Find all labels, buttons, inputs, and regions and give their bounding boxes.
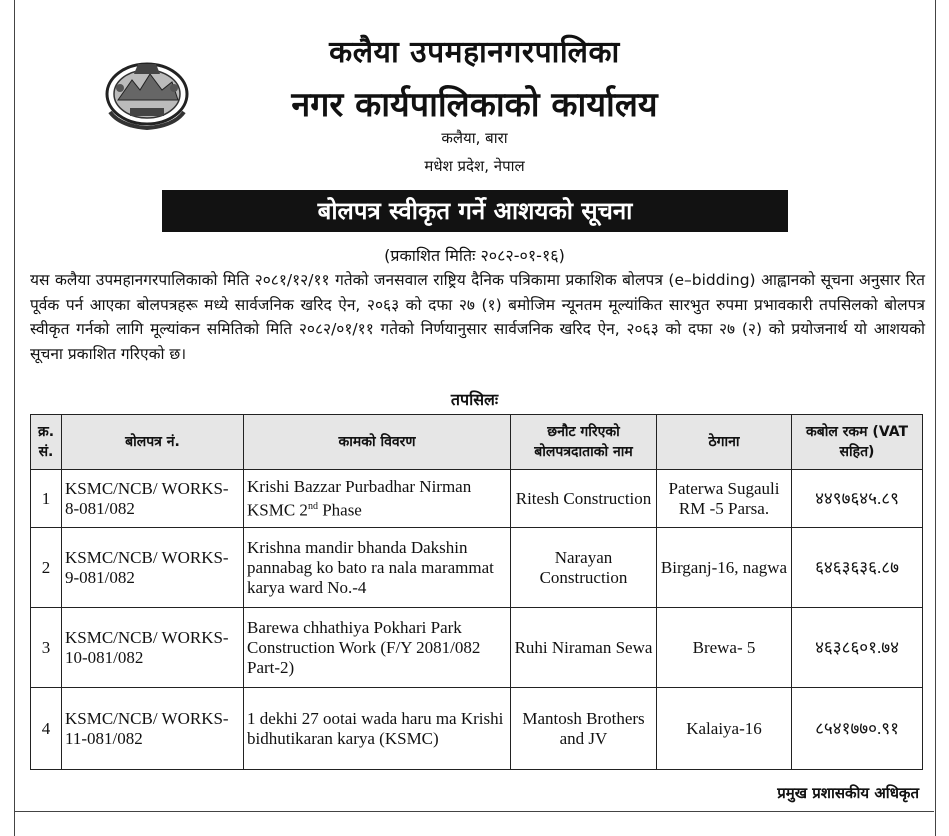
address-line-2: मधेश प्रदेश, नेपाल <box>424 157 525 175</box>
row-bid-no: KSMC/NCB/ WORKS-8-081/082 <box>62 470 244 528</box>
row-bid-no: KSMC/NCB/ WORKS-9-081/082 <box>62 528 244 608</box>
row-description: 1 dekhi 27 ootai wada haru ma Krishi bidhutikaran karya (KSMC) <box>244 688 511 770</box>
table-row <box>31 688 923 770</box>
row-amount: ६४६३६३६.८७ <box>792 528 923 608</box>
bid-table <box>30 414 923 770</box>
row-address: Birganj-16, nagwa <box>657 528 792 608</box>
row-description-sup: nd <box>307 500 318 512</box>
row-bidder: Ruhi Niraman Sewa <box>511 608 657 688</box>
row-description: Krishna mandir bhanda Dakshin pannabag ko bato ra nala marammat karya ward No.-4 <box>244 528 511 608</box>
header-bid-no: बोलपत्र नं. <box>62 415 244 470</box>
bottom-rule <box>14 811 934 812</box>
row-bidder: Narayan Construction <box>511 528 657 608</box>
header-amount: कबोल रकम (VAT सहित) <box>792 415 923 470</box>
header-description: कामको विवरण <box>244 415 511 470</box>
header-sn: क्र. सं. <box>31 415 62 470</box>
row-amount: ४६३८६०१.७४ <box>792 608 923 688</box>
table-header-row <box>31 415 923 470</box>
row-address: Paterwa Sugauli RM -5 Parsa. <box>657 470 792 528</box>
row-bidder: Mantosh Brothers and JV <box>511 688 657 770</box>
signature-title: प्रमुख प्रशासकीय अधिकृत <box>777 784 919 802</box>
row-address: Kalaiya-16 <box>657 688 792 770</box>
row-amount: ८५४१७७०.९१ <box>792 688 923 770</box>
header-address: ठेगाना <box>657 415 792 470</box>
row-bid-no: KSMC/NCB/ WORKS-10-081/082 <box>62 608 244 688</box>
row-description <box>244 470 511 528</box>
table-row <box>31 470 923 528</box>
details-heading: तपसिलः <box>450 390 499 409</box>
notice-title: बोलपत्र स्वीकृत गर्ने आशयको सूचना <box>162 190 788 232</box>
row-sn: 3 <box>31 608 62 688</box>
row-bid-no: KSMC/NCB/ WORKS-11-081/082 <box>62 688 244 770</box>
notice-body: यस कलैया उपमहानगरपालिकाको मिति २०८१/१२/११ गतेको जनसवाल राष्ट्रिय दैनिक पत्रिकामा प्रकाशिक बोलपत्र (e–bidding) आह्वानको सूचना अनुसार रित पूर्वक पर्न आएका बोलपत्रहरू मध्ये सार्वजनिक खरिद ऐन, २०६३ को दफा २७ (१) बमोजिम न्यूनतम मूल्यांकित सारभुत रुपमा प्रभावकारी तपसिलको बोलपत्र स्वीकृत गर्नको लागि मूल्यांकन समितिको मिति २०८२/०१/११ गतेको निर्णयानुसार सार्वजनिक खरिद ऐन, २०६३ को दफा २७ (२) को प्रयोजनार्थ यो आशयको सूचना प्रकाशित गरिएको छ। <box>30 271 925 363</box>
publication-date: (प्रकाशित मितिः २०८२-०१-१६) <box>384 246 565 265</box>
row-bidder: Ritesh Construction <box>511 470 657 528</box>
row-address: Brewa- 5 <box>657 608 792 688</box>
header-bidder: छनौट गरिएको बोलपत्रदाताको नाम <box>511 415 657 470</box>
office-name: नगर कार्यपालिकाको कार्यालय <box>291 85 658 125</box>
table-row <box>31 528 923 608</box>
row-sn: 1 <box>31 470 62 528</box>
row-sn: 2 <box>31 528 62 608</box>
row-sn: 4 <box>31 688 62 770</box>
address-line-1: कलैया, बारा <box>441 129 508 147</box>
table-row <box>31 608 923 688</box>
row-description-text: Krishi Bazzar Purbadhar Nirman KSMC 2 <box>247 476 472 520</box>
row-description: Barewa chhathiya Pokhari Park Construction Work (F/Y 2081/082 Part-2) <box>244 608 511 688</box>
row-description-tail: Phase <box>317 500 362 520</box>
row-amount: ४४९७६४५.८९ <box>792 470 923 528</box>
municipality-name: कलैया उपमहानगरपालिका <box>329 35 620 70</box>
